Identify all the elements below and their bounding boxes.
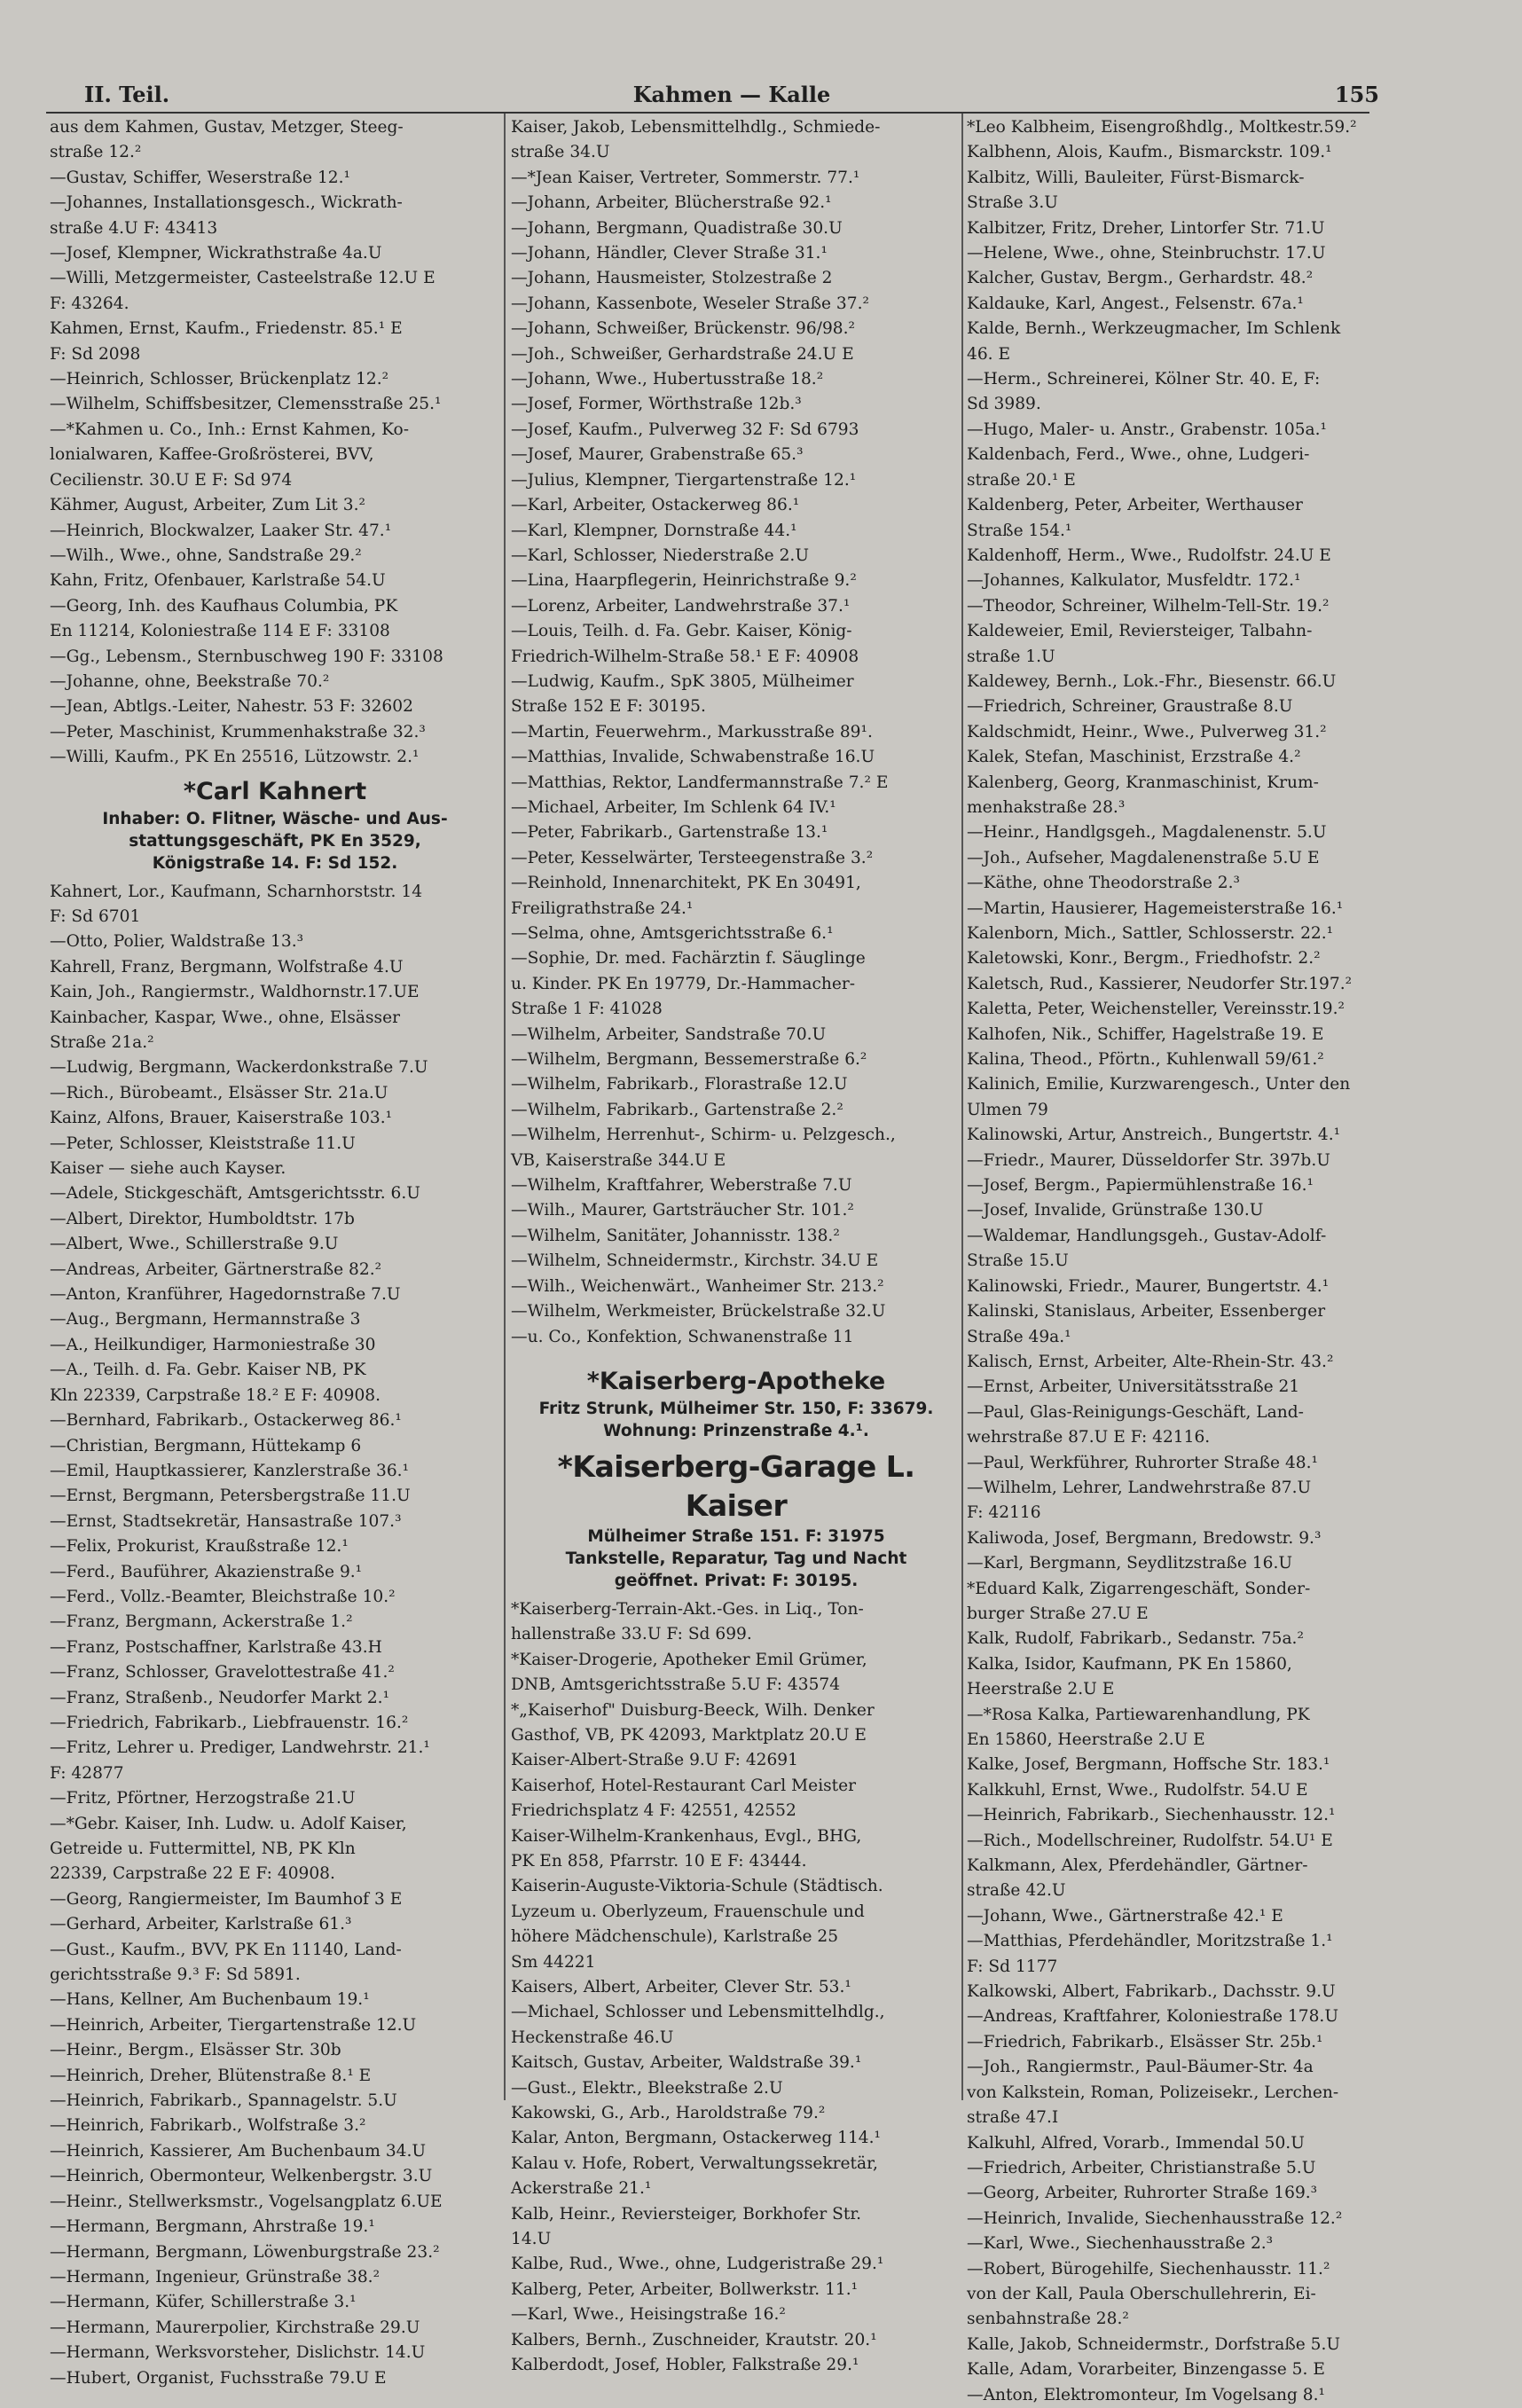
directory-entry: —Emil, Hauptkassierer, Kanzlerstraße 36.¹ — [50, 1461, 410, 1480]
directory-entry: —Joh., Aufseher, Magdalenenstraße 5.U E — [967, 848, 1320, 867]
directory-entry: 46. E — [967, 344, 1011, 364]
directory-entry: Kaldeweier, Emil, Reviersteiger, Talbahn- — [967, 622, 1313, 641]
directory-entry: Kalenborn, Mich., Sattler, Schlosserstr. 22.¹ — [967, 924, 1334, 943]
directory-entry: F: 42877 — [50, 1763, 124, 1783]
directory-entry: Kalk, Rudolf, Fabrikarb., Sedanstr. 75a.² — [967, 1629, 1304, 1649]
directory-entry: —Sophie, Dr. med. Fachärztin f. Säuglinge — [511, 949, 866, 969]
directory-entry: Kahmen, Ernst, Kaufm., Friedenstr. 85.¹ E — [50, 319, 403, 339]
directory-entry: Kalau v. Hofe, Robert, Verwaltungssekretär, — [511, 2153, 878, 2173]
ad-line: Tankstelle, Reparatur, Tag und Nacht — [565, 1549, 907, 1568]
directory-entry: —Karl, Arbeiter, Ostackerweg 86.¹ — [511, 496, 800, 515]
directory-entry: —Johann, Wwe., Gärtnerstraße 42.¹ E — [967, 1906, 1283, 1926]
directory-entry: —Joh., Schweißer, Gerhardstraße 24.U E — [511, 344, 854, 364]
directory-entry: —Hermann, Bergmann, Ahrstraße 19.¹ — [50, 2217, 375, 2237]
directory-entry: —Rich., Modellschreiner, Rudolfstr. 54.U¹ E — [967, 1831, 1333, 1850]
directory-entry: —Louis, Teilh. d. Fa. Gebr. Kaiser, König- — [511, 622, 852, 641]
page-number: 155 — [1334, 82, 1379, 107]
directory-entry: Kaiserin-Auguste-Viktoria-Schule (Städtisch. — [511, 1877, 883, 1896]
directory-entry: Straße 21a.² — [50, 1033, 154, 1052]
directory-entry: F: 42116 — [967, 1503, 1041, 1523]
directory-entry: Kalbers, Bernh., Zuschneider, Krautstr. 20.¹ — [511, 2330, 877, 2349]
directory-entry: —Matthias, Pferdehändler, Moritzstraße 1.¹ — [967, 1932, 1333, 1951]
ad-kaiserberg-apotheke — [511, 1366, 961, 1442]
directory-entry: Kln 22339, Carpstraße 18.² E F: 40908. — [50, 1385, 381, 1405]
directory-entry: —Andreas, Kraftfahrer, Koloniestraße 178.U — [967, 2007, 1339, 2027]
directory-entry: gerichtsstraße 9.³ F: Sd 5891. — [50, 1965, 301, 1985]
directory-entry: —Peter, Maschinist, Krummenhakstraße 32.³ — [50, 722, 426, 741]
directory-entry: —Joh., Rangiermstr., Paul-Bäumer-Str. 4a — [967, 2058, 1314, 2077]
directory-entry: Kaldauke, Karl, Angest., Felsenstr. 67a.¹ — [967, 294, 1304, 313]
directory-entry: —Robert, Bürogehilfe, Siechenhausstr. 11.² — [967, 2259, 1330, 2279]
directory-entry: Kalcher, Gustav, Bergm., Gerhardstr. 48.² — [967, 269, 1314, 288]
directory-entry: Kalinowski, Artur, Anstreich., Bungertstr. 4.¹ — [967, 1126, 1341, 1145]
directory-entry: —Albert, Direktor, Humboldtstr. 17b — [50, 1209, 355, 1228]
directory-entry: F: Sd 2098 — [50, 344, 141, 364]
directory-entry: —Otto, Polier, Waldstraße 13.³ — [50, 932, 304, 952]
directory-entry: —*Kahmen u. Co., Inh.: Ernst Kahmen, Ko- — [50, 420, 409, 439]
directory-entry: Kalkkuhl, Ernst, Wwe., Rudolfstr. 54.U E — [967, 1780, 1308, 1800]
directory-entry: —Heinrich, Blockwalzer, Laaker Str. 47.¹ — [50, 521, 392, 540]
directory-entry: —Peter, Schlosser, Kleiststraße 11.U — [50, 1133, 356, 1153]
directory-entry: —Heinrich, Fabrikarb., Siechenhausstr. 12.¹ — [967, 1806, 1336, 1825]
directory-entry: —Georg, Inh. des Kaufhaus Columbia, PK — [50, 596, 398, 616]
directory-entry: —Michael, Schlosser und Lebensmittelhdlg., — [511, 2003, 885, 2022]
directory-entry: —Franz, Schlosser, Gravelottestraße 41.² — [50, 1663, 395, 1682]
directory-entry: *Kaiserberg-Terrain-Akt.-Ges. in Liq., Ton- — [511, 1599, 864, 1619]
directory-entry: —Johann, Wwe., Hubertusstraße 18.² — [511, 370, 824, 389]
column-1 — [50, 115, 500, 2388]
directory-entry: Kakowski, G., Arb., Haroldstraße 79.² — [511, 2104, 826, 2123]
directory-entry: Kalek, Stefan, Maschinist, Erzstraße 4.² — [967, 748, 1301, 767]
directory-entry: —Wilhelm, Schiffsbesitzer, Clemensstraße 25.¹ — [50, 395, 442, 414]
directory-entry: Kainz, Alfons, Brauer, Kaiserstraße 103.¹ — [50, 1109, 393, 1128]
directory-entry: —Karl, Wwe., Siechenhausstraße 2.³ — [967, 2234, 1274, 2254]
directory-entry: *Eduard Kalk, Zigarrengeschäft, Sonder- — [967, 1579, 1311, 1598]
directory-entry: —Hans, Kellner, Am Buchenbaum 19.¹ — [50, 1990, 370, 2010]
entry-list — [967, 115, 1373, 2408]
directory-entry: —Wilhelm, Werkmeister, Brückelstraße 32.U — [511, 1302, 886, 1322]
directory-entry: —Josef, Bergm., Papiermühlenstraße 16.¹ — [967, 1176, 1314, 1196]
directory-entry: —Ludwig, Kaufm., SpK 3805, Mülheimer — [511, 671, 854, 691]
directory-entry: —Wilh., Weichenwärt., Wanheimer Str. 213.² — [511, 1276, 884, 1296]
directory-entry: —Hugo, Maler- u. Anstr., Grabenstr. 105a.¹ — [967, 420, 1327, 439]
column-divider — [504, 114, 506, 2100]
ad-title: *Kaiserberg-Apotheke — [586, 1367, 886, 1395]
directory-entry: —Waldemar, Handlungsgeh., Gustav-Adolf- — [967, 1226, 1327, 1245]
directory-entry: —Reinhold, Innenarchitekt, PK En 30491, — [511, 874, 861, 893]
directory-entry: straße 1.U — [967, 647, 1055, 666]
directory-entry: —Karl, Bergmann, Seydlitzstraße 16.U — [967, 1554, 1293, 1573]
directory-entry: Kaletta, Peter, Weichensteller, Vereinsstr.19.² — [967, 1000, 1345, 1019]
directory-entry: Kahn, Fritz, Ofenbauer, Karlstraße 54.U — [50, 571, 386, 591]
directory-entry: —Käthe, ohne Theodorstraße 2.³ — [967, 874, 1240, 893]
directory-entry: Kaiser, Jakob, Lebensmittelhdlg., Schmiede- — [511, 118, 881, 137]
directory-entry: —Wilhelm, Fabrikarb., Gartenstraße 2.² — [511, 1100, 843, 1119]
entry-list — [511, 1597, 961, 2379]
directory-entry: —Ferd., Bauführer, Akazienstraße 9.¹ — [50, 1562, 363, 1581]
directory-entry: Getreide u. Futtermittel, NB, PK Kln — [50, 1839, 356, 1858]
directory-entry: —Franz, Bergmann, Ackerstraße 1.² — [50, 1612, 353, 1632]
directory-entry: —Heinrich, Fabrikarb., Wolfstraße 3.² — [50, 2116, 366, 2136]
directory-entry: —Gerhard, Arbeiter, Karlstraße 61.³ — [50, 1915, 352, 1934]
directory-entry: DNB, Amtsgerichtsstraße 5.U F: 43574 — [511, 1675, 841, 1695]
ad-line: Mülheimer Straße 151. F: 31975 — [587, 1526, 885, 1546]
directory-entry: —Wilhelm, Fabrikarb., Florastraße 12.U — [511, 1075, 848, 1094]
directory-entry: Sm 44221 — [511, 1952, 596, 1972]
column-2 — [511, 115, 961, 2375]
directory-entry: Heckenstraße 46.U — [511, 2028, 674, 2047]
directory-entry: Kaliwoda, Josef, Bergmann, Bredowstr. 9.³ — [967, 1528, 1322, 1548]
directory-entry: —Adele, Stickgeschäft, Amtsgerichtsstr. 6.U — [50, 1184, 420, 1204]
directory-entry: —Ernst, Bergmann, Petersbergstraße 11.U — [50, 1486, 411, 1506]
directory-entry: —Johann, Händler, Clever Straße 31.¹ — [511, 244, 828, 263]
directory-entry: u. Kinder. PK En 19779, Dr.-Hammacher- — [511, 974, 856, 993]
directory-entry: —Michael, Arbeiter, Im Schlenk 64 IV.¹ — [511, 797, 836, 817]
directory-entry: —Johann, Bergmann, Quadistraße 30.U — [511, 218, 843, 238]
directory-entry: Kalle, Jakob, Schneidermstr., Dorfstraße 5.U — [967, 2334, 1341, 2354]
directory-entry: senbahnstraße 28.² — [967, 2310, 1129, 2329]
directory-entry: straße 20.¹ E — [967, 470, 1076, 490]
directory-entry: Kaiser-Wilhelm-Krankenhaus, Evgl., BHG, — [511, 1826, 862, 1846]
directory-entry: —Heinrich, Fabrikarb., Spannagelstr. 5.U — [50, 2091, 397, 2111]
directory-entry: Ulmen 79 — [967, 1100, 1048, 1119]
directory-entry: —Heinrich, Schlosser, Brückenplatz 12.² — [50, 370, 389, 389]
directory-entry: Straße 152 E F: 30195. — [511, 697, 706, 717]
directory-entry: —Friedrich, Arbeiter, Christianstraße 5.U — [967, 2158, 1316, 2177]
directory-entry: Kaiserhof, Hotel-Restaurant Carl Meister — [511, 1776, 857, 1795]
directory-entry: Kalinski, Stanislaus, Arbeiter, Essenberger — [967, 1302, 1326, 1322]
directory-entry: —Gustav, Schiffer, Weserstraße 12.¹ — [50, 168, 350, 187]
directory-entry: —Fritz, Lehrer u. Prediger, Landwehrstr. 21.¹ — [50, 1738, 430, 1758]
directory-entry: Sd 3989. — [967, 395, 1041, 414]
directory-entry: —Christian, Bergmann, Hüttekamp 6 — [50, 1436, 362, 1455]
directory-entry: —Bernhard, Fabrikarb., Ostackerweg 86.¹ — [50, 1411, 402, 1431]
header-rule — [46, 112, 1369, 114]
directory-entry: Kaldenbach, Ferd., Wwe., ohne, Ludgeri- — [967, 445, 1310, 465]
directory-entry: —Matthias, Rektor, Landfermannstraße 7.² E — [511, 773, 889, 792]
directory-entry: Kalb, Heinr., Reviersteiger, Borkhofer Str. — [511, 2204, 862, 2224]
directory-entry: —Franz, Straßenb., Neudorfer Markt 2.¹ — [50, 1688, 390, 1707]
directory-entry: —Gust., Elektr., Bleekstraße 2.U — [511, 2078, 783, 2098]
directory-entry: *Kaiser-Drogerie, Apotheker Emil Grümer, — [511, 1650, 867, 1669]
directory-entry: 22339, Carpstraße 22 E F: 40908. — [50, 1864, 335, 1884]
directory-entry: —Wilhelm, Schneidermstr., Kirchstr. 34.U E — [511, 1251, 879, 1271]
directory-entry: —Josef, Invalide, Grünstraße 130.U — [967, 1201, 1264, 1220]
directory-entry: PK En 858, Pfarrstr. 10 E F: 43444. — [511, 1851, 807, 1871]
directory-entry: —Georg, Arbeiter, Ruhrorter Straße 169.³ — [967, 2184, 1318, 2203]
directory-entry: Kalbhenn, Alois, Kaufm., Bismarckstr. 109.¹ — [967, 143, 1332, 162]
directory-entry: —Wilhelm, Kraftfahrer, Weberstraße 7.U — [511, 1176, 852, 1196]
directory-entry: Kalle, Adam, Vorarbeiter, Binzengasse 5. E — [967, 2360, 1325, 2380]
ad-line: geöffnet. Privat: F: 30195. — [614, 1571, 859, 1590]
directory-entry: Kalinowski, Friedr., Maurer, Bungertstr. 4.¹ — [967, 1276, 1330, 1296]
directory-entry: —Willi, Kaufm., PK En 25516, Lützowstr. 2.¹ — [50, 748, 420, 767]
directory-entry: Kalkowski, Albert, Fabrikarb., Dachsstr. 9.U — [967, 1982, 1336, 2002]
directory-entry: —Peter, Fabrikarb., Gartenstraße 13.¹ — [511, 823, 828, 843]
directory-entry: Kalkuhl, Alfred, Vorarb., Immendal 50.U — [967, 2133, 1305, 2153]
directory-entry: —u. Co., Konfektion, Schwanenstraße 11 — [511, 1327, 854, 1346]
directory-entry: —Heinrich, Kassierer, Am Buchenbaum 34.U — [50, 2141, 427, 2161]
directory-entry: —Peter, Kesselwärter, Tersteegenstraße 3.² — [511, 848, 874, 867]
directory-entry: —*Jean Kaiser, Vertreter, Sommerstr. 77.¹ — [511, 168, 860, 187]
directory-entry: F: 43264. — [50, 294, 129, 313]
directory-entry: —Hermann, Ingenieur, Grünstraße 38.² — [50, 2267, 380, 2286]
directory-entry: —Johannes, Kalkulator, Musfeldtr. 172.¹ — [967, 571, 1301, 591]
directory-entry: —Theodor, Schreiner, Wilhelm-Tell-Str. 19.² — [967, 596, 1330, 616]
directory-entry: —Fritz, Pförtner, Herzogstraße 21.U — [50, 1789, 356, 1808]
ad-title: *Carl Kahnert — [183, 777, 367, 805]
column-divider — [961, 114, 963, 2100]
directory-entry: Kalina, Theod., Pförtn., Kuhlenwall 59/61.² — [967, 1050, 1324, 1070]
directory-entry: straße 42.U — [967, 1881, 1066, 1901]
directory-entry: —Hermann, Maurerpolier, Kirchstraße 29.U — [50, 2318, 420, 2337]
directory-entry: Heerstraße 2.U E — [967, 1680, 1115, 1699]
directory-entry: En 15860, Heerstraße 2.U E — [967, 1730, 1205, 1749]
entry-list — [50, 880, 500, 2391]
directory-entry: —Josef, Maurer, Grabenstraße 65.³ — [511, 445, 804, 465]
directory-entry: —Johann, Arbeiter, Blücherstraße 92.¹ — [511, 193, 832, 213]
directory-entry: menhakstraße 28.³ — [967, 797, 1126, 817]
directory-entry: —Heinr., Bergm., Elsässer Str. 30b — [50, 2041, 341, 2060]
directory-entry: Kaletsch, Rud., Kassierer, Neudorfer Str.197.² — [967, 974, 1353, 993]
directory-entry: Kahrell, Franz, Bergmann, Wolfstraße 4.U — [50, 957, 404, 977]
directory-entry: —Ernst, Arbeiter, Universitätsstraße 21 — [967, 1377, 1300, 1397]
directory-entry: —Willi, Metzgermeister, Casteelstraße 12.U E — [50, 269, 435, 288]
directory-entry: —Josef, Kaufm., Pulverweg 32 F: Sd 6793 — [511, 420, 859, 439]
directory-entry: —Anton, Kranführer, Hagedornstraße 7.U — [50, 1285, 401, 1305]
directory-entry: Kähmer, August, Arbeiter, Zum Lit 3.² — [50, 496, 365, 515]
directory-entry: Straße 49a.¹ — [967, 1327, 1071, 1346]
directory-entry: —Heinrich, Arbeiter, Tiergartenstraße 12.U — [50, 2015, 417, 2035]
directory-entry: Kaldenberg, Peter, Arbeiter, Werthauser — [967, 496, 1303, 515]
directory-entry: Straße 3.U — [967, 193, 1058, 213]
directory-entry: Kalbitzer, Fritz, Dreher, Lintorfer Str. 71.U — [967, 218, 1325, 238]
directory-entry: Kalberdodt, Josef, Hobler, Falkstraße 29.¹ — [511, 2356, 859, 2375]
directory-entry: —Selma, ohne, Amtsgerichtsstraße 6.¹ — [511, 924, 834, 943]
directory-entry: Kaiser — siehe auch Kayser. — [50, 1159, 286, 1179]
directory-entry: Kaitsch, Gustav, Arbeiter, Waldstraße 39.¹ — [511, 2053, 862, 2073]
directory-entry: Kalke, Josef, Bergmann, Hoffsche Str. 183.¹ — [967, 1755, 1330, 1775]
directory-entry: straße 34.U — [511, 143, 610, 162]
directory-entry: —Wilhelm, Arbeiter, Sandstraße 70.U — [511, 1024, 827, 1044]
column-3 — [967, 115, 1373, 2404]
directory-entry: —A., Teilh. d. Fa. Gebr. Kaiser NB, PK — [50, 1361, 366, 1380]
directory-entry: —Ferd., Vollz.-Beamter, Bleichstraße 10.² — [50, 1587, 396, 1606]
directory-entry: —Heinrich, Obermonteur, Welkenbergstr. 3.U — [50, 2167, 433, 2186]
directory-entry: *Leo Kalbheim, Eisengroßhdlg., Moltkestr.59.² — [967, 118, 1357, 137]
directory-entry: höhere Mädchenschule), Karlstraße 25 — [511, 1927, 839, 1947]
directory-entry: Kaldewey, Bernh., Lok.-Fhr., Biesenstr. 66.U — [967, 671, 1337, 691]
directory-entry: Freiligrathstraße 24.¹ — [511, 898, 694, 918]
directory-entry: —Jean, Abtlgs.-Leiter, Nahestr. 53 F: 32602 — [50, 697, 413, 717]
directory-entry: —Paul, Werkführer, Ruhrorter Straße 48.¹ — [967, 1453, 1318, 1472]
directory-entry: —Anton, Elektromonteur, Im Vogelsang 8.¹ — [967, 2385, 1325, 2404]
directory-entry: Kaletowski, Konr., Bergm., Friedhofstr. 2.² — [967, 949, 1321, 969]
directory-entry: —Josef, Klempner, Wickrathstraße 4a.U — [50, 244, 382, 263]
directory-entry: —Felix, Prokurist, Kraußstraße 12.¹ — [50, 1537, 349, 1557]
directory-entry: Kain, Joh., Rangiermstr., Waldhornstr.17.UE — [50, 983, 420, 1002]
directory-entry: Cecilienstr. 30.U E F: Sd 974 — [50, 470, 293, 490]
directory-entry: —Georg, Rangiermeister, Im Baumhof 3 E — [50, 1889, 403, 1909]
directory-entry: —Wilhelm, Lehrer, Landwehrstraße 87.U — [967, 1478, 1312, 1497]
directory-entry: —Johanne, ohne, Beekstraße 70.² — [50, 671, 330, 691]
directory-entry: straße 4.U F: 43413 — [50, 218, 218, 238]
directory-entry: Lyzeum u. Oberlyzeum, Frauenschule und — [511, 1902, 865, 1921]
directory-entry: Straße 1 F: 41028 — [511, 1000, 663, 1019]
directory-entry: —*Rosa Kalka, Partiewarenhandlung, PK — [967, 1705, 1310, 1724]
directory-entry: —Andreas, Arbeiter, Gärtnerstraße 82.² — [50, 1259, 382, 1279]
directory-entry: —Wilh., Maurer, Gartsträucher Str. 101.² — [511, 1201, 854, 1220]
directory-entry: —Albert, Wwe., Schillerstraße 9.U — [50, 1235, 339, 1254]
directory-entry: Kalhofen, Nik., Schiffer, Hagelstraße 19. E — [967, 1024, 1324, 1044]
directory-entry: Kalka, Isidor, Kaufmann, PK En 15860, — [967, 1654, 1292, 1674]
name-range: Kahmen — Kalle — [632, 82, 831, 107]
ad-title: *Kaiserberg-Garage L. Kaiser — [557, 1448, 915, 1523]
entry-list — [50, 115, 500, 771]
directory-entry: Ackerstraße 21.¹ — [511, 2179, 652, 2199]
directory-entry: —Martin, Feuerwehrm., Markusstraße 89¹. — [511, 722, 873, 741]
directory-entry: —Friedrich, Schreiner, Graustraße 8.U — [967, 697, 1293, 717]
directory-entry: —Lina, Haarpflegerin, Heinrichstraße 9.² — [511, 571, 857, 591]
directory-entry: —Karl, Schlosser, Niederstraße 2.U — [511, 545, 809, 565]
directory-entry: —Wilhelm, Herrenhut-, Schirm- u. Pelzgesch., — [511, 1126, 896, 1145]
directory-entry: —Heinrich, Invalide, Siechenhausstraße 12.² — [967, 2208, 1343, 2228]
entry-list — [511, 115, 961, 1350]
directory-entry: —Josef, Former, Wörthstraße 12b.³ — [511, 395, 802, 414]
directory-entry: Kaldenhoff, Herm., Wwe., Rudolfstr. 24.U E — [967, 545, 1331, 565]
directory-entry: straße 12.² — [50, 143, 142, 162]
directory-entry: —Helene, Wwe., ohne, Steinbruchstr. 17.U — [967, 244, 1326, 263]
directory-entry: —Aug., Bergmann, Hermannstraße 3 — [50, 1310, 361, 1329]
directory-entry: —Johann, Hausmeister, Stolzestraße 2 — [511, 269, 833, 288]
directory-entry: von der Kall, Paula Oberschullehrerin, Ei- — [967, 2284, 1316, 2303]
ad-line: Königstraße 14. F: Sd 152. — [152, 853, 398, 873]
directory-entry: Straße 15.U — [967, 1251, 1069, 1271]
directory-entry: Kaldschmidt, Heinr., Wwe., Pulverweg 31.² — [967, 722, 1327, 741]
directory-entry: Kalinich, Emilie, Kurzwarengesch., Unter den — [967, 1075, 1351, 1094]
directory-entry: *„Kaiserhof" Duisburg-Beeck, Wilh. Denker — [511, 1700, 875, 1720]
directory-entry: Kainbacher, Kaspar, Wwe., ohne, Elsässer — [50, 1008, 400, 1027]
directory-entry: —Friedrich, Fabrikarb., Liebfrauenstr. 16.² — [50, 1713, 409, 1732]
directory-entry: Straße 154.¹ — [967, 521, 1072, 540]
directory-entry: Kahnert, Lor., Kaufmann, Scharnhorststr. 14 — [50, 882, 423, 901]
directory-entry: Kalbitz, Willi, Bauleiter, Fürst-Bismarck- — [967, 168, 1305, 187]
ad-line: Inhaber: O. Flitner, Wäsche- und Aus- — [102, 809, 448, 828]
directory-entry: —Friedrich, Fabrikarb., Elsässer Str. 25b.¹ — [967, 2032, 1323, 2051]
directory-entry: —Gust., Kaufm., BVV, PK En 11140, Land- — [50, 1940, 402, 1959]
directory-entry: —A., Heilkundiger, Harmoniestraße 30 — [50, 1335, 376, 1354]
directory-entry: —Wilhelm, Bergmann, Bessemerstraße 6.² — [511, 1050, 867, 1070]
directory-entry: —Paul, Glas-Reinigungs-Geschäft, Land- — [967, 1402, 1304, 1422]
directory-entry: Kalkmann, Alex, Pferdehändler, Gärtner- — [967, 1856, 1308, 1876]
directory-entry: wehrstraße 87.U E F: 42116. — [967, 1428, 1211, 1447]
directory-entry: Kalberg, Peter, Arbeiter, Bollwerkstr. 11.¹ — [511, 2279, 859, 2299]
directory-entry: —Hermann, Küfer, Schillerstraße 3.¹ — [50, 2293, 357, 2312]
directory-entry: —Johannes, Installationsgesch., Wickrath- — [50, 193, 403, 213]
directory-entry: —*Gebr. Kaiser, Inh. Ludw. u. Adolf Kaiser, — [50, 1814, 407, 1833]
directory-entry: Kaiser-Albert-Straße 9.U F: 42691 — [511, 1751, 798, 1770]
directory-entry: —Herm., Schreinerei, Kölner Str. 40. E, F: — [967, 370, 1321, 389]
directory-entry: Kalde, Bernh., Werkzeugmacher, Im Schlenk — [967, 319, 1341, 339]
directory-entry: —Hermann, Bergmann, Löwenburgstraße 23.² — [50, 2242, 440, 2262]
ad-carl-kahnert — [50, 776, 500, 875]
directory-entry: —Heinr., Handlgsgeh., Magdalenenstr. 5.U — [967, 823, 1327, 843]
directory-entry: aus dem Kahmen, Gustav, Metzger, Steeg- — [50, 118, 404, 137]
directory-entry: straße 47.I — [967, 2108, 1059, 2128]
directory-entry: —Johann, Kassenbote, Weseler Straße 37.² — [511, 294, 869, 313]
directory-entry: von Kalkstein, Roman, Polizeisekr., Lerchen- — [967, 2082, 1339, 2102]
directory-entry: —Heinr., Stellwerksmstr., Vogelsangplatz 6.UE — [50, 2192, 443, 2211]
directory-entry: VB, Kaiserstraße 344.U E — [511, 1150, 726, 1170]
directory-entry: Kalbe, Rud., Wwe., ohne, Ludgeristraße 29.¹ — [511, 2255, 884, 2274]
page-header — [84, 82, 1379, 112]
directory-entry: —Karl, Wwe., Heisingstraße 16.² — [511, 2305, 786, 2325]
directory-entry: F: Sd 1177 — [967, 1957, 1058, 1976]
directory-entry: —Heinrich, Dreher, Blütenstraße 8.¹ E — [50, 2066, 372, 2085]
part-label: II. Teil. — [84, 82, 170, 107]
directory-entry: hallenstraße 33.U F: Sd 699. — [511, 1625, 752, 1644]
directory-entry: Gasthof, VB, PK 42093, Marktplatz 20.U E — [511, 1725, 867, 1745]
directory-entry: Friedrichsplatz 4 F: 42551, 42552 — [511, 1801, 796, 1821]
directory-entry: lonialwaren, Kaffee-Großrösterei, BVV, — [50, 445, 374, 465]
directory-entry: —Matthias, Invalide, Schwabenstraße 16.U — [511, 748, 875, 767]
directory-entry: —Julius, Klempner, Tiergartenstraße 12.¹ — [511, 470, 857, 490]
directory-entry: —Rich., Bürobeamt., Elsässer Str. 21a.U — [50, 1083, 388, 1102]
directory-entry: —Gg., Lebensm., Sternbuschweg 190 F: 33108 — [50, 647, 443, 666]
directory-entry: Friedrich-Wilhelm-Straße 58.¹ E F: 40908 — [511, 647, 859, 666]
directory-entry: 14.U — [511, 2230, 552, 2249]
directory-entry: —Hubert, Organist, Fuchsstraße 79.U E — [50, 2368, 387, 2388]
directory-entry: Kalar, Anton, Bergmann, Ostackerweg 114.¹ — [511, 2129, 881, 2148]
directory-entry: —Wilh., Wwe., ohne, Sandstraße 29.² — [50, 545, 362, 565]
directory-entry: —Friedr., Maurer, Düsseldorfer Str. 397b.U — [967, 1150, 1330, 1170]
directory-entry: Kalenberg, Georg, Kranmaschinist, Krum- — [967, 773, 1319, 792]
directory-entry: —Lorenz, Arbeiter, Landwehrstraße 37.¹ — [511, 596, 851, 616]
directory-entry: —Wilhelm, Sanitäter, Johannisstr. 138.² — [511, 1226, 840, 1245]
directory-entry: —Johann, Schweißer, Brückenstr. 96/98.² — [511, 319, 855, 339]
ad-line: Wohnung: Prinzenstraße 4.¹. — [603, 1421, 869, 1440]
directory-entry: —Hermann, Werksvorsteher, Dislichstr. 14.U — [50, 2343, 426, 2363]
directory-entry: —Franz, Postschaffner, Karlstraße 43.H — [50, 1637, 382, 1657]
ad-line: Fritz Strunk, Mülheimer Str. 150, F: 33679. — [538, 1399, 934, 1418]
directory-entry: En 11214, Koloniestraße 114 E F: 33108 — [50, 622, 390, 641]
directory-entry: —Karl, Klempner, Dornstraße 44.¹ — [511, 521, 797, 540]
directory-entry: Kaisers, Albert, Arbeiter, Clever Str. 53.¹ — [511, 1978, 851, 1996]
ad-line: stattungsgeschäft, PK En 3529, — [129, 831, 421, 851]
directory-entry: —Ludwig, Bergmann, Wackerdonkstraße 7.U — [50, 1058, 428, 1078]
directory-entry: —Ernst, Stadtsekretär, Hansastraße 107.³ — [50, 1511, 402, 1531]
directory-entry: Kalisch, Ernst, Arbeiter, Alte-Rhein-Str. 43.² — [967, 1352, 1334, 1371]
directory-entry: F: Sd 6701 — [50, 906, 141, 926]
directory-entry: —Martin, Hausierer, Hagemeisterstraße 16.¹ — [967, 898, 1344, 918]
directory-entry: burger Straße 27.U E — [967, 1604, 1149, 1623]
ad-kaiserberg-garage — [511, 1447, 961, 1592]
